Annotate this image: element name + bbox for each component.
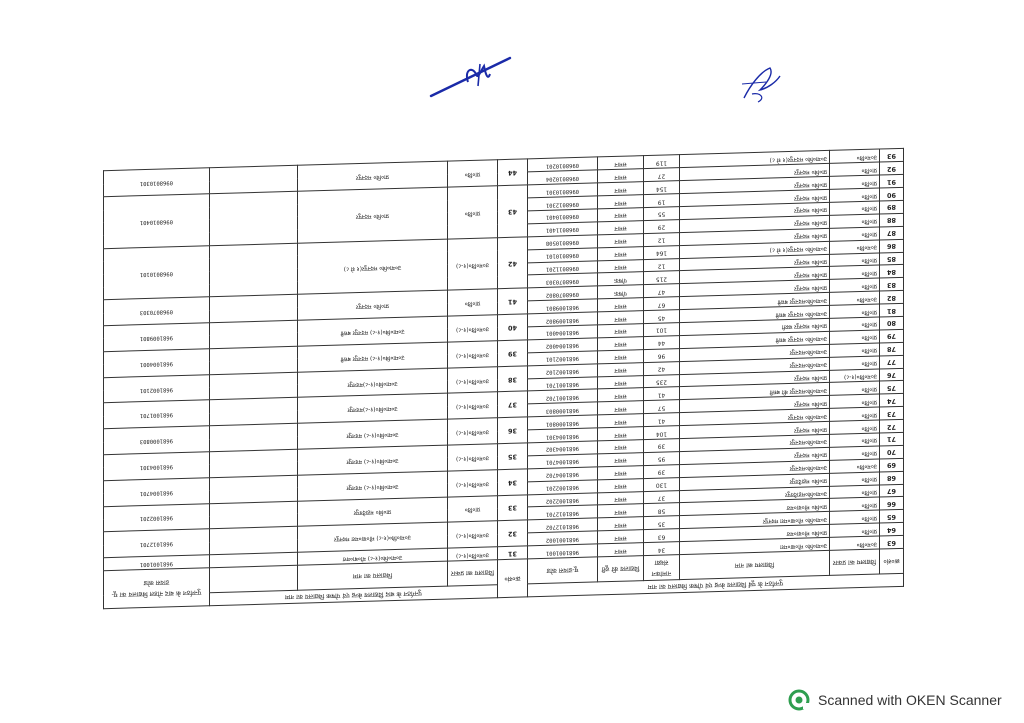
udise-cell: 9681000801 xyxy=(527,415,597,430)
old-school-type-cell: प्रा०वि० xyxy=(830,278,880,292)
old-serial-cell: 70 xyxy=(880,445,904,459)
new-serial-cell: 39 xyxy=(497,340,527,367)
new-serial-cell: 43 xyxy=(497,185,527,237)
distance-cell: समान xyxy=(598,259,644,273)
old-school-type-cell: उ०म०वि० xyxy=(830,291,880,305)
nodal-udise-cell: 9681001001 xyxy=(103,555,209,571)
blank-cell xyxy=(209,475,297,503)
new-serial-header: क्र०सं० xyxy=(497,559,527,598)
new-school-type-cell: उ०म०वि०(१-८) xyxy=(447,341,497,368)
new-school-name-header: विद्यालय का नाम xyxy=(297,561,447,590)
new-serial-cell: 37 xyxy=(497,391,527,418)
new-school-name-cell: प्रा०वि० मदनपुर xyxy=(297,187,447,243)
enrolment-cell: 41 xyxy=(644,387,680,401)
old-serial-cell: 79 xyxy=(880,329,904,343)
old-school-type-cell: प्रा०वि० xyxy=(830,343,880,357)
nodal-udise-cell: 9681000803 xyxy=(103,426,209,455)
new-school-name-cell: उ०मा०वि० मदनपुर(१ से ८) xyxy=(297,239,447,295)
old-serial-cell: 91 xyxy=(880,175,904,189)
old-serial-cell: 65 xyxy=(880,510,904,524)
distance-cell: समान xyxy=(598,414,644,428)
old-school-name-cell: प्रा०वि० मदनपुर xyxy=(680,422,830,439)
enrolment-cell: 29 xyxy=(644,219,680,233)
enrolment-cell: 154 xyxy=(644,181,680,195)
enrolment-cell: 35 xyxy=(644,516,680,530)
udise-cell: 0968010301 xyxy=(527,183,597,198)
udise-cell: 9681012701 xyxy=(527,505,597,520)
old-school-type-cell: प्रा०वि० xyxy=(830,162,880,176)
distance-cell: समान xyxy=(598,195,644,209)
enrolment-cell: 63 xyxy=(644,529,680,543)
enrolment-cell: 164 xyxy=(644,245,680,259)
udise-cell: 9681001701 xyxy=(527,376,597,391)
signature-mark-right xyxy=(740,64,784,104)
nodal-udise-cell: 9681001701 xyxy=(103,400,209,429)
old-school-type-cell: प्रा०वि० xyxy=(830,265,880,279)
old-school-name-cell: प्रा०वि० मदनपुर xyxy=(680,447,830,464)
blank-cell xyxy=(209,449,297,477)
udise-cell: 9681001002 xyxy=(527,531,597,546)
udise-cell: 9681004301 xyxy=(527,428,597,443)
old-serial-cell: 93 xyxy=(880,149,904,163)
udise-cell: 9681009802 xyxy=(527,312,597,327)
old-school-name-cell: उ०मा०वि० मो०बा०मरा मदनपुर xyxy=(680,512,830,529)
distance-cell: समान xyxy=(598,504,644,518)
old-school-type-cell: प्रा०वि० xyxy=(830,407,880,421)
enrolment-cell: 45 xyxy=(644,310,680,324)
nodal-udise-cell: 9681004301 xyxy=(103,452,209,481)
new-serial-cell: 40 xyxy=(497,314,527,341)
serial-header: क्र०सं० xyxy=(880,548,904,574)
nodal-udise-cell: 9681012701 xyxy=(103,529,209,558)
udise-cell: 9681004001 xyxy=(527,325,597,340)
enrolment-cell: 67 xyxy=(644,297,680,311)
placeholder-header xyxy=(209,565,297,592)
old-serial-cell: 81 xyxy=(880,303,904,317)
enrolment-cell: 12 xyxy=(644,258,680,272)
old-serial-cell: 76 xyxy=(880,368,904,382)
old-school-name-cell: प्रा०वि० मदनपुर xyxy=(680,267,830,284)
nodal-udise-cell: 9681004701 xyxy=(103,477,209,506)
old-school-name-cell: प्रा०वि० मदनपुर xyxy=(680,164,830,181)
old-serial-cell: 68 xyxy=(880,471,904,485)
enrolment-cell: 57 xyxy=(644,400,680,414)
post-restructure-group-header: पुनर्गठन के बाद विद्यालय केन्द्र एवं पोषक विद्यालय का नाम xyxy=(209,585,497,606)
old-school-name-cell: प्रा०वि० मदनपुर xyxy=(680,177,830,194)
distance-cell: समान xyxy=(598,246,644,260)
old-serial-cell: 67 xyxy=(880,484,904,498)
old-school-name-cell: उ०मा०वि० मदनपुर(१ से ८) xyxy=(680,151,830,168)
old-school-name-cell: उ०मा०वि० मदनपुर(१ से ८) xyxy=(680,241,830,258)
udise-cell: 9681002201 xyxy=(527,480,597,495)
distance-cell: समान xyxy=(598,233,644,247)
nodal-udise-cell: 0968010301 xyxy=(103,168,209,197)
old-serial-cell: 74 xyxy=(880,394,904,408)
old-school-type-cell: प्रा०वि० xyxy=(830,446,880,460)
distance-cell: समान xyxy=(598,478,644,492)
distance-cell: समान xyxy=(598,491,644,505)
old-serial-cell: 87 xyxy=(880,226,904,240)
old-school-name-cell: प्रा०वि० मदनपुर xyxy=(680,202,830,219)
udise-cell: 0968011201 xyxy=(527,260,597,275)
old-school-name-cell: उ०मा०वि०मदनपुर xyxy=(680,460,830,477)
blank-cell xyxy=(209,191,297,245)
distance-cell: समान xyxy=(598,517,644,531)
distance-cell: समान xyxy=(598,336,644,350)
old-serial-cell: 77 xyxy=(880,355,904,369)
old-school-type-cell: प्रा०वि० xyxy=(830,394,880,408)
new-school-type-cell: उ०म०वि०(१-८) xyxy=(447,521,497,548)
old-school-type-cell: प्रा०वि० xyxy=(830,317,880,331)
distance-cell: समान xyxy=(598,452,644,466)
new-serial-cell: 36 xyxy=(497,417,527,444)
old-school-name-cell: उ०मा०वि०मदनपुर बस्ती xyxy=(680,293,830,310)
enrolment-header: नामांकन संख्या xyxy=(644,555,680,581)
signature-mark-left xyxy=(428,52,513,100)
old-school-name-cell: प्रा०वि० मदनपुर xyxy=(680,280,830,297)
distance-cell: पोषक xyxy=(598,285,644,299)
old-school-type-cell: प्रा०वि० xyxy=(830,227,880,241)
old-serial-cell: 82 xyxy=(880,291,904,305)
blank-cell xyxy=(209,320,297,348)
nodal-udise-cell: 9681002101 xyxy=(103,374,209,403)
distance-cell: समान xyxy=(598,465,644,479)
new-school-type-cell: प्रा०वि० xyxy=(447,160,497,187)
distance-cell: समान xyxy=(598,182,644,196)
new-school-type-cell: उ०म०वि०(१-८) xyxy=(447,469,497,496)
old-school-type-cell: प्रा०वि० xyxy=(830,175,880,189)
distance-cell: समान xyxy=(598,311,644,325)
udise-cell: 9681002202 xyxy=(527,492,597,507)
new-school-type-cell: उ०म०वि०(१-८) xyxy=(447,444,497,471)
enrolment-cell: 96 xyxy=(644,348,680,362)
udise-header: यू-डायस कोड xyxy=(527,557,597,584)
old-serial-cell: 73 xyxy=(880,407,904,421)
new-serial-cell: 32 xyxy=(497,520,527,547)
udise-cell: 0968070802 xyxy=(527,286,597,301)
enrolment-cell: 39 xyxy=(644,464,680,478)
udise-cell: 0968010101 xyxy=(527,248,597,263)
old-school-type-cell: प्रा०वि० xyxy=(830,381,880,395)
blank-cell xyxy=(209,295,297,323)
old-serial-cell: 90 xyxy=(880,187,904,201)
blank-cell xyxy=(209,372,297,400)
distance-cell: समान xyxy=(598,324,644,338)
old-school-name-cell: प्रा०वि० मदनपुर xyxy=(680,254,830,271)
udise-cell: 9681000803 xyxy=(527,402,597,417)
distance-cell: समान xyxy=(598,362,644,376)
old-serial-cell: 66 xyxy=(880,497,904,511)
new-serial-cell: 42 xyxy=(497,237,527,289)
udise-cell: 9681002102 xyxy=(527,364,597,379)
old-school-name-cell: प्रा०वि० मो०बा०मरा xyxy=(680,525,830,542)
nodal-udise-cell: 0968010401 xyxy=(103,194,209,249)
old-school-type-cell: प्रा०वि० xyxy=(830,253,880,267)
new-school-type-cell: उ०म०वि०(१-८) xyxy=(447,366,497,393)
enrolment-cell: 12 xyxy=(644,232,680,246)
old-school-name-cell: प्रा०वि० मदनपुर बस्ती xyxy=(680,318,830,335)
enrolment-cell: 34 xyxy=(644,542,680,556)
old-serial-cell: 85 xyxy=(880,252,904,266)
enrolment-cell: 19 xyxy=(644,194,680,208)
distance-cell: समान xyxy=(598,543,644,557)
new-school-name-cell: प्रा०वि० मदनपुर xyxy=(297,290,447,320)
distance-cell: समान xyxy=(598,349,644,363)
distance-cell: समान xyxy=(598,298,644,312)
new-school-name-cell: उ०मा०वि०(१-८) मदनपुर बस्ती xyxy=(297,342,447,372)
distance-cell: समान xyxy=(598,220,644,234)
udise-cell: 9681001702 xyxy=(527,389,597,404)
enrolment-cell: 235 xyxy=(644,374,680,388)
new-serial-cell: 35 xyxy=(497,443,527,470)
old-school-name-cell: उ०मा०वि० मदनपुर xyxy=(680,409,830,426)
udise-cell: 9681012702 xyxy=(527,518,597,533)
blank-cell xyxy=(209,398,297,426)
new-serial-cell: 34 xyxy=(497,469,527,496)
distance-cell: समान xyxy=(598,208,644,222)
new-school-type-cell: उ०म०वि०(१-८) xyxy=(447,418,497,445)
new-school-name-cell: प्रा०वि० मदनपुर xyxy=(297,161,447,191)
udise-cell: 0968070303 xyxy=(527,273,597,288)
udise-cell: 9681009801 xyxy=(527,299,597,314)
old-school-type-cell: प्रा०वि० xyxy=(830,497,880,511)
enrolment-cell: 104 xyxy=(644,426,680,440)
nodal-udise-cell: 9681009801 xyxy=(103,323,209,352)
old-school-name-cell: प्रा०वि० मदनपुर xyxy=(680,215,830,232)
new-school-name-cell: उ०मा०वि०(१-८) मदनपुर xyxy=(297,471,447,501)
scanner-watermark-text: Scanned with OKEN Scanner xyxy=(818,692,1002,708)
blank-cell xyxy=(209,166,297,194)
blank-cell xyxy=(209,527,297,555)
enrolment-cell: 58 xyxy=(644,503,680,517)
school-type-header: विद्यालय का प्रकार xyxy=(830,549,880,575)
new-school-type-header: विद्यालय का प्रकार xyxy=(447,560,497,586)
old-school-type-cell: प्रा०वि० xyxy=(830,472,880,486)
new-school-name-cell: उ०मा०वि०(१-८) मदनपुर बस्ती xyxy=(297,316,447,346)
old-school-type-cell: उ०म०वि०(१-८) xyxy=(830,369,880,383)
old-school-type-cell: उ०म०वि० xyxy=(830,240,880,254)
old-serial-cell: 78 xyxy=(880,342,904,356)
old-school-type-cell: प्रा०वि० xyxy=(830,201,880,215)
old-school-type-cell: उ०म०वि० xyxy=(830,536,880,550)
old-school-type-cell: उ०म०वि० xyxy=(830,459,880,473)
new-school-type-cell: उ०म०वि०(१-८) xyxy=(447,392,497,419)
enrolment-cell: 41 xyxy=(644,413,680,427)
nodal-udise-cell: 9681004001 xyxy=(103,349,209,378)
old-school-type-cell: प्रा०वि० xyxy=(830,188,880,202)
old-serial-cell: 63 xyxy=(880,535,904,549)
old-school-name-cell: उ०मा०वि०मदनपुर xyxy=(680,357,830,374)
new-serial-cell: 33 xyxy=(497,494,527,521)
new-school-name-cell: उ०मा०वि०(१-८) मो०बा०मरा xyxy=(297,548,447,565)
old-serial-cell: 71 xyxy=(880,432,904,446)
table-body xyxy=(103,149,903,571)
enrolment-cell: 130 xyxy=(644,477,680,491)
udise-cell: 0968010508 xyxy=(527,235,597,250)
udise-cell: 9681001001 xyxy=(527,544,597,559)
old-school-name-cell: उ०मा०वि०मदनपुर xyxy=(680,434,830,451)
distance-header: विद्यालय की दूरी xyxy=(598,556,644,582)
new-school-type-cell: उ०म०वि०(१-८) xyxy=(447,315,497,342)
new-school-name-cell: प्रा०वि० महादेवपुर xyxy=(297,497,447,527)
old-school-name-cell: प्रा०वि० महादेवपुर xyxy=(680,473,830,490)
blank-cell xyxy=(209,243,297,297)
new-serial-cell: 41 xyxy=(497,288,527,315)
udise-cell: 0968011401 xyxy=(527,222,597,237)
school-restructuring-table xyxy=(103,148,904,609)
distance-cell: समान xyxy=(598,427,644,441)
distance-cell: समान xyxy=(598,388,644,402)
udise-cell: 9681004302 xyxy=(527,441,597,456)
old-school-name-cell: उ०मा०वि०मदनपुर की बस्ती xyxy=(680,383,830,400)
scanned-document xyxy=(104,87,904,609)
distance-cell: समान xyxy=(598,440,644,454)
new-school-type-cell: प्रा०वि० xyxy=(447,289,497,316)
scanner-logo-icon xyxy=(788,689,810,711)
old-school-name-cell: उ०मा०वि० मदनपुर बस्ती xyxy=(680,331,830,348)
new-school-name-cell: उ०मा०वि०(१-८) मो०बा०मरा मदनपुर xyxy=(297,522,447,552)
old-school-type-cell: प्रा०वि० xyxy=(830,304,880,318)
old-serial-cell: 83 xyxy=(880,278,904,292)
enrolment-cell: 42 xyxy=(644,361,680,375)
old-school-name-cell: प्रा०वि० मदनपुर xyxy=(680,370,830,387)
udise-cell: 0968010201 xyxy=(527,157,597,172)
old-school-type-cell: प्रा०वि० xyxy=(830,356,880,370)
enrolment-cell: 55 xyxy=(644,207,680,221)
blank-cell xyxy=(209,552,297,567)
scanner-watermark xyxy=(788,688,1002,712)
old-school-type-cell: प्रा०वि० xyxy=(830,485,880,499)
udise-cell: 9681004702 xyxy=(527,467,597,482)
new-school-name-cell: उ०मा०वि०(१-८) मदनपुर xyxy=(297,419,447,449)
udise-cell: 0968010401 xyxy=(527,209,597,224)
old-school-name-cell: उ०मा०वि० मो०बा०मरा xyxy=(680,538,830,555)
enrolment-cell: 101 xyxy=(644,323,680,337)
old-school-type-cell: प्रा०वि० xyxy=(830,433,880,447)
distance-cell: पोषक xyxy=(598,272,644,286)
blank-cell xyxy=(209,501,297,529)
blank-cell xyxy=(209,346,297,374)
old-serial-cell: 80 xyxy=(880,316,904,330)
old-school-name-cell: प्रा०वि० मदनपुर xyxy=(680,189,830,206)
old-school-type-cell: प्रा०वि० xyxy=(830,510,880,524)
enrolment-cell: 39 xyxy=(644,439,680,453)
pre-restructure-group-header: पुनर्गठन के पूर्व विद्यालय केन्द्र एवं पोषक विद्यालय का नाम xyxy=(527,573,903,597)
distance-cell: समान xyxy=(598,401,644,415)
old-school-type-cell: प्रा०वि० xyxy=(830,523,880,537)
old-serial-cell: 64 xyxy=(880,523,904,537)
old-serial-cell: 86 xyxy=(880,239,904,253)
school-name-header: विद्यालय का नाम xyxy=(680,550,830,579)
old-school-name-cell: प्रा०वि० मदनपुर xyxy=(680,396,830,413)
old-serial-cell: 69 xyxy=(880,458,904,472)
blank-cell xyxy=(209,423,297,451)
old-serial-cell: 88 xyxy=(880,213,904,227)
nodal-udise-cell: 9681002201 xyxy=(103,503,209,532)
old-school-name-cell: उ०मा०वि० मदनपुर बस्ती xyxy=(680,305,830,322)
old-school-name-cell: प्रा०वि० मो०बा०मरा xyxy=(680,499,830,516)
old-school-type-cell: प्रा०वि० xyxy=(830,214,880,228)
old-school-type-cell: प्रा०वि० xyxy=(830,330,880,344)
old-serial-cell: 84 xyxy=(880,265,904,279)
new-serial-cell: 38 xyxy=(497,365,527,392)
new-school-name-cell: उ०मा०वि०(१-८) मदनपुर xyxy=(297,445,447,475)
udise-cell: 0968012301 xyxy=(527,196,597,211)
enrolment-cell: 215 xyxy=(644,271,680,285)
nodal-udise-header: पुनर्गठन के बाद नोडल विद्यालय का यू-डायस कोड xyxy=(103,568,209,609)
new-school-type-cell: प्रा०वि० xyxy=(447,495,497,522)
enrolment-cell: 37 xyxy=(644,490,680,504)
old-school-name-cell: प्रा०वि० मदनपुर xyxy=(680,228,830,245)
udise-cell: 9681004002 xyxy=(527,338,597,353)
new-school-name-cell: उ०मा०वि०(१-८)मदनपुर xyxy=(297,368,447,398)
distance-cell: समान xyxy=(598,156,644,170)
old-serial-cell: 92 xyxy=(880,162,904,176)
new-school-type-cell: प्रा०वि० xyxy=(447,186,497,239)
new-serial-cell: 44 xyxy=(497,159,527,186)
new-school-name-cell: उ०मा०वि०(१-८)मदनपुर xyxy=(297,394,447,424)
new-serial-cell: 31 xyxy=(497,546,527,560)
old-serial-cell: 89 xyxy=(880,200,904,214)
enrolment-cell: 44 xyxy=(644,335,680,349)
new-school-type-cell: उ०म०वि०(१-८) xyxy=(447,237,497,290)
distance-cell: समान xyxy=(598,530,644,544)
enrolment-cell: 27 xyxy=(644,168,680,182)
udise-cell: 9681002101 xyxy=(527,351,597,366)
enrolment-cell: 95 xyxy=(644,451,680,465)
nodal-udise-cell: 0968010101 xyxy=(103,245,209,300)
old-school-name-cell: उ०मा०वि०मदनपुर xyxy=(680,344,830,361)
old-school-type-cell: उ०म०वि० xyxy=(830,149,880,163)
old-serial-cell: 75 xyxy=(880,381,904,395)
distance-cell: समान xyxy=(598,169,644,183)
udise-cell: 0968010204 xyxy=(527,170,597,185)
old-school-type-cell: प्रा०वि० xyxy=(830,420,880,434)
new-school-type-cell: उ०म०वि०(१-८) xyxy=(447,547,497,561)
enrolment-cell: 119 xyxy=(644,155,680,169)
nodal-udise-cell: 0968070303 xyxy=(103,297,209,326)
udise-cell: 9681004701 xyxy=(527,454,597,469)
distance-cell: समान xyxy=(598,375,644,389)
enrolment-cell: 47 xyxy=(644,284,680,298)
old-school-name-cell: उ०मा०वि०महादेवपुर xyxy=(680,486,830,503)
old-serial-cell: 72 xyxy=(880,419,904,433)
